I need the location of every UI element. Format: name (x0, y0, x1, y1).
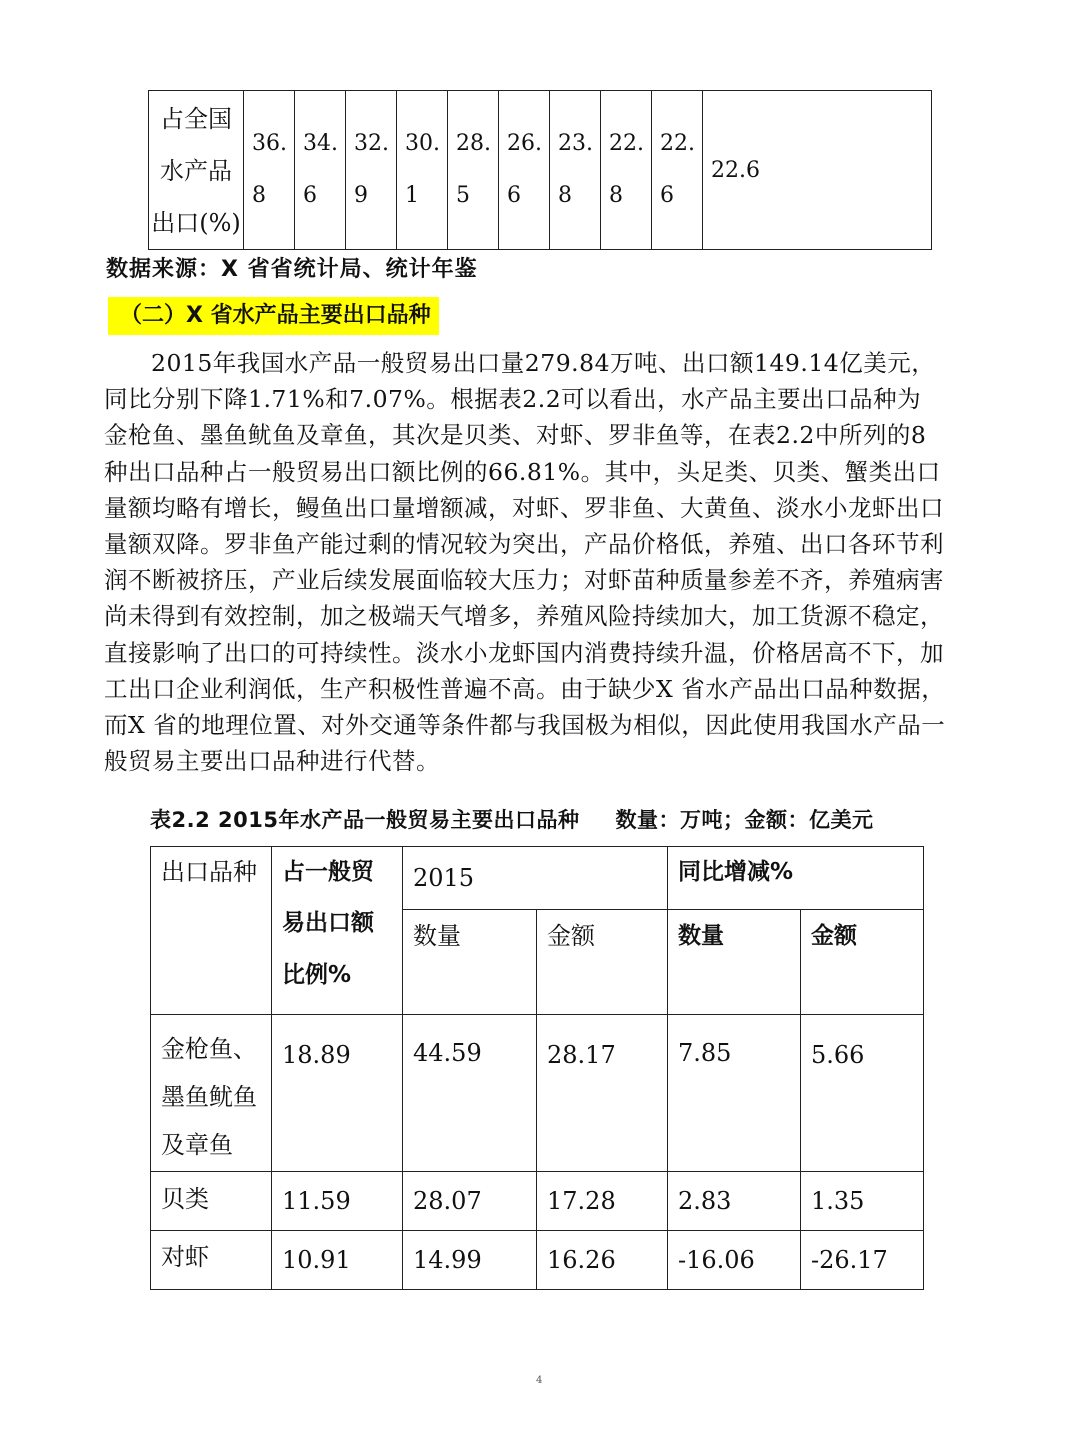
row-label-line: 水产品 (160, 157, 232, 185)
cell-line: 6 (660, 183, 674, 208)
paragraph-line: 工出口企业利润低，生产积极性普遍不高。由于缺少X 省水产品出口品种数据， (104, 674, 946, 703)
paragraph-line: 而X 省的地理位置、对外交通等条件都与我国极为相似，因此使用我国水产品一 (104, 711, 946, 740)
header-text: 金额 (547, 922, 595, 950)
table-cell-last: 22.6 (703, 91, 932, 250)
table-cell (652, 91, 703, 250)
paragraph-line: 润不断被挤压，产业后续发展面临较大压力；对虾苗种质量参差不齐，养殖病害 (104, 566, 944, 595)
cell-line: 32. (354, 131, 389, 156)
cell-yoy-quantity (668, 1015, 801, 1172)
cell-yoy-amount: -26.17 (801, 1231, 924, 1290)
cell-line: 28. (456, 131, 491, 156)
table-cell (346, 91, 397, 250)
paragraph-line: 直接影响了出口的可持续性。淡水小龙虾国内消费持续升温，价格居高不下，加 (104, 638, 944, 667)
page-number: 4 (536, 1375, 543, 1386)
cell-line: 34. (303, 131, 338, 156)
variety-name-line: 金枪鱼、 (161, 1035, 257, 1063)
header-share-line: 比例% (282, 962, 352, 988)
header-share-line: 占一般贸 (282, 859, 374, 885)
cell-line: 22. (609, 131, 644, 156)
data-source-note: 数据来源：X 省省统计局、统计年鉴 (106, 257, 478, 282)
cell-line: 5 (456, 183, 470, 208)
cell-share: 10.91 (272, 1231, 403, 1290)
cell-yoy-quantity: 2.83 (668, 1172, 801, 1231)
paragraph-line: 2015年我国水产品一般贸易出口量279.84万吨、出口额149.14亿美元， (151, 349, 936, 377)
table-row (149, 91, 932, 250)
header-yoy-quantity (668, 910, 801, 1015)
provincial-export-share-table (148, 90, 932, 250)
table-cell (550, 91, 601, 250)
cell-amount: 17.28 (537, 1172, 668, 1231)
cell-yoy-amount (801, 1015, 924, 1172)
cell-amount (537, 1015, 668, 1172)
paragraph-line: 种出口品种占一般贸易出口额比例的66.81%。其中，头足类、贝类、蟹类出口 (104, 457, 941, 486)
table-cell (295, 91, 346, 250)
variety-name: 贝类 (151, 1172, 272, 1231)
table-caption-title: 表2.2 2015年水产品一般贸易主要出口品种 (150, 808, 580, 832)
table-cell (499, 91, 550, 250)
table-row (151, 1231, 924, 1290)
cell-line: 8 (609, 183, 623, 208)
variety-name-line: 及章鱼 (161, 1131, 233, 1159)
header-yoy-amount (801, 910, 924, 1015)
cell-quantity: 28.07 (403, 1172, 537, 1231)
cell-value: 18.89 (282, 1041, 351, 1069)
body-paragraph (104, 345, 990, 779)
cell-value: 44.59 (413, 1039, 482, 1067)
cell-line: 9 (354, 183, 368, 208)
cell-line: 6 (507, 183, 521, 208)
cell-line: 6 (303, 183, 317, 208)
header-year: 2015 (403, 847, 668, 910)
table-caption-unit: 数量：万吨；金额：亿美元 (615, 808, 874, 832)
table-cell (601, 91, 652, 250)
row-label (149, 91, 244, 250)
cell-line: 36. (252, 131, 287, 156)
header-text: 金额 (811, 923, 857, 949)
cell-line: 26. (507, 131, 542, 156)
header-amount (537, 910, 668, 1015)
export-varieties-table (150, 846, 924, 1290)
cell-line: 8 (558, 183, 572, 208)
row-label-line: 占全国 (160, 105, 232, 133)
cell-quantity: 14.99 (403, 1231, 537, 1290)
row-label-line: 出口(%) (151, 209, 241, 237)
header-share (272, 847, 403, 1015)
cell-amount: 16.26 (537, 1231, 668, 1290)
table-caption (150, 804, 873, 834)
paragraph-line: 金枪鱼、墨鱼鱿鱼及章鱼，其次是贝类、对虾、罗非鱼等，在表2.2中所列的8 (104, 421, 927, 450)
paragraph-line: 量额均略有增长，鳗鱼出口量增额减，对虾、罗非鱼、大黄鱼、淡水小龙虾出口 (104, 493, 944, 522)
cell-line: 30. (405, 131, 440, 156)
header-yoy: 同比增减% (668, 847, 924, 910)
table-header-row (151, 847, 924, 910)
table-row (151, 1172, 924, 1231)
cell-value: 5.66 (811, 1041, 865, 1069)
cell-yoy-amount: 1.35 (801, 1172, 924, 1231)
paragraph-line: 同比分别下降1.71%和7.07%。根据表2.2可以看出，水产品主要出口品种为 (104, 385, 922, 414)
cell-value: 7.85 (678, 1039, 732, 1067)
variety-name-line: 墨鱼鱿鱼 (161, 1083, 257, 1111)
table-cell (244, 91, 295, 250)
header-share-line: 易出口额 (282, 910, 374, 936)
cell-line: 8 (252, 183, 266, 208)
cell-share: 11.59 (272, 1172, 403, 1231)
variety-name: 对虾 (151, 1231, 272, 1290)
cell-line: 23. (558, 131, 593, 156)
header-text: 数量 (413, 922, 461, 950)
table-cell (448, 91, 499, 250)
section-heading: （二）X 省水产品主要出口品种 (108, 297, 439, 335)
cell-share (272, 1015, 403, 1172)
table-cell (397, 91, 448, 250)
header-quantity (403, 910, 537, 1015)
paragraph-line: 般贸易主要出口品种进行代替。 (104, 747, 440, 776)
cell-quantity (403, 1015, 537, 1172)
paragraph-line: 量额双降。罗非鱼产能过剩的情况较为突出，产品价格低，养殖、出口各环节利 (104, 530, 944, 559)
cell-value: 28.17 (547, 1041, 616, 1069)
variety-name (151, 1015, 272, 1172)
paragraph-line: 尚未得到有效控制，加之极端天气增多，养殖风险持续加大，加工货源不稳定， (104, 602, 944, 631)
cell-line: 1 (405, 183, 419, 208)
cell-yoy-quantity: -16.06 (668, 1231, 801, 1290)
cell-line: 22. (660, 131, 695, 156)
header-text: 数量 (678, 923, 724, 949)
header-variety: 出口品种 (151, 847, 272, 1015)
table-row (151, 1015, 924, 1172)
